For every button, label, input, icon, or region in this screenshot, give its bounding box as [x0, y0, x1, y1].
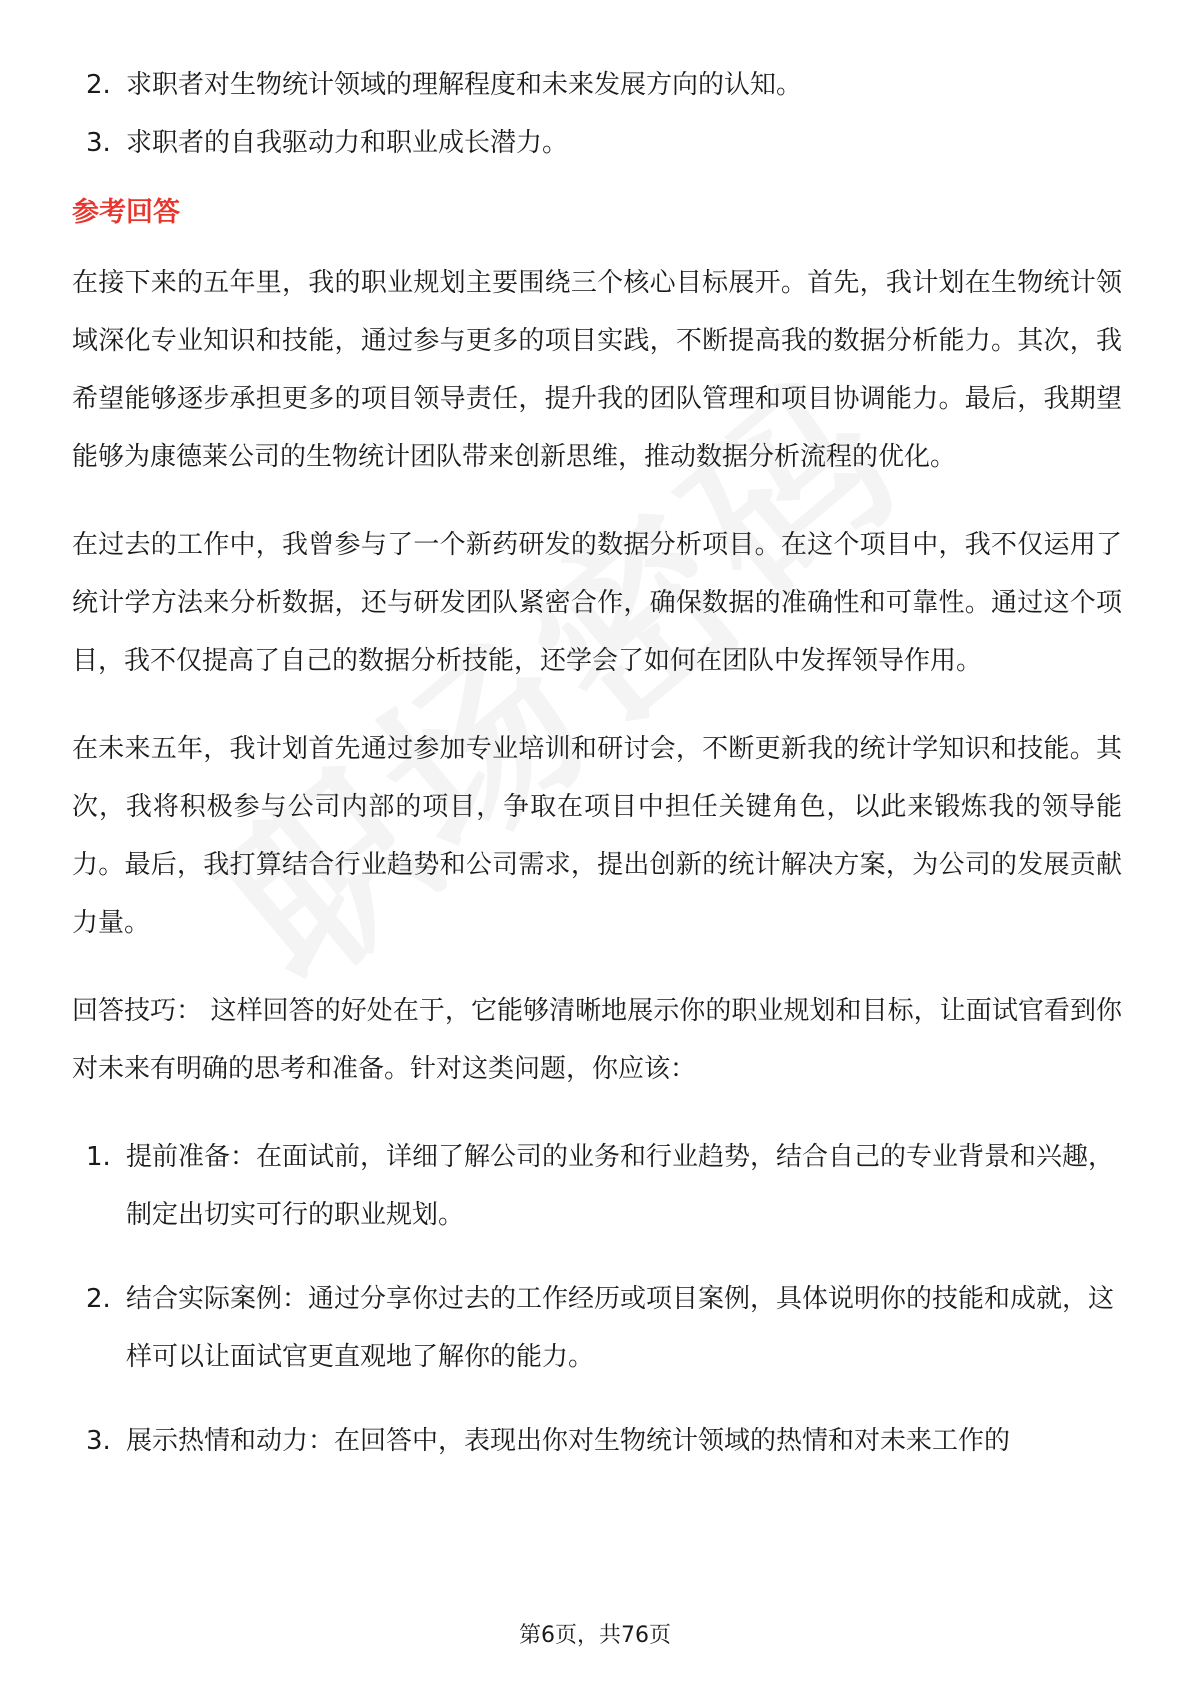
- list-item: [72, 1270, 1122, 1386]
- list-item: [72, 114, 1122, 172]
- paragraph: 在过去的工作中，我曾参与了一个新药研发的数据分析项目。在这个项目中，我不仅运用了统计学方法来分析数据，还与研发团队紧密合作，确保数据的准确性和可靠性。通过这个项目，我不仅提高了自己的数据分析技能，还学会了如何在团队中发挥领导作用。: [72, 530, 1122, 676]
- list-text: 求职者的自我驱动力和职业成长潜力。: [126, 128, 569, 158]
- paragraph: 回答技巧： 这样回答的好处在于，它能够清晰地展示你的职业规划和目标，让面试官看到你对未来有明确的思考和准备。针对这类问题，你应该：: [72, 996, 1122, 1084]
- criteria-list: [72, 56, 1122, 172]
- document-body: [72, 56, 1122, 1496]
- list-number: 3.: [86, 128, 111, 158]
- paragraph: 在接下来的五年里，我的职业规划主要围绕三个核心目标展开。首先，我计划在生物统计领域深化专业知识和技能，通过参与更多的项目实践，不断提高我的数据分析能力。其次，我希望能够逐步承担更多的项目领导责任，提升我的团队管理和项目协调能力。最后，我期望能够为康德莱公司的生物统计团队带来创新思维，推动数据分析流程的优化。: [72, 268, 1122, 472]
- list-text: 结合实际案例：通过分享你过去的工作经历或项目案例，具体说明你的技能和成就，这样可以让面试官更直观地了解你的能力。: [126, 1284, 1115, 1372]
- list-item: [72, 56, 1122, 114]
- list-number: 2.: [86, 1284, 111, 1314]
- list-text: 展示热情和动力：在回答中，表现出你对生物统计领域的热情和对未来工作的: [126, 1426, 1011, 1456]
- list-number: 2.: [86, 70, 111, 100]
- section-title: 参考回答: [72, 197, 180, 228]
- paragraph: 在未来五年，我计划首先通过参加专业培训和研讨会，不断更新我的统计学知识和技能。其次，我将积极参与公司内部的项目，争取在项目中担任关键角色，以此来锻炼我的领导能力。最后，我打算结合行业趋势和公司需求，提出创新的统计解决方案，为公司的发展贡献力量。: [72, 734, 1122, 938]
- page-footer: 第6页，共76页: [519, 1623, 671, 1648]
- list-item: [72, 1128, 1122, 1244]
- tips-list: [72, 1128, 1122, 1470]
- list-number: 1.: [86, 1142, 111, 1172]
- list-item: [72, 1412, 1122, 1470]
- list-text: 求职者对生物统计领域的理解程度和未来发展方向的认知。: [126, 70, 803, 100]
- list-text: 提前准备：在面试前，详细了解公司的业务和行业趋势，结合自己的专业背景和兴趣，制定出切实可行的职业规划。: [126, 1142, 1115, 1230]
- list-number: 3.: [86, 1426, 111, 1456]
